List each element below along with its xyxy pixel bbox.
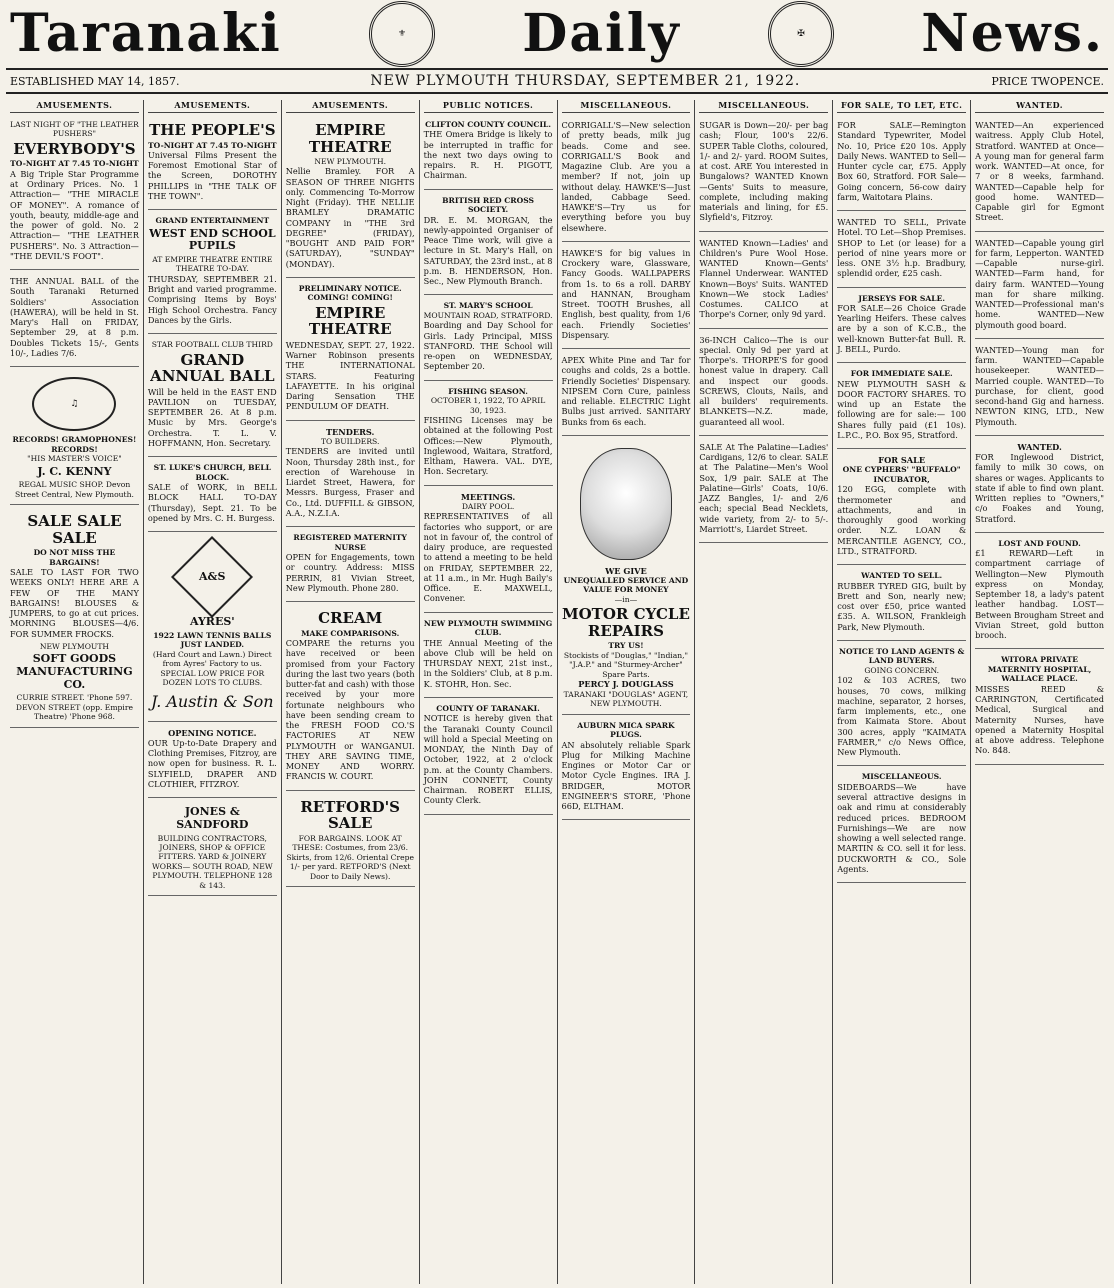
ad-title: WANTED TO SELL. (861, 571, 943, 581)
ad-title: WE GIVE (605, 565, 647, 576)
ad-body: A Big Triple Star Programme at Ordinary Prices. No. 1 Attraction— "THE MIRACLE OF MONEY". A romance of youth, beauty, middle-age and the power of gold. No. 2 Attraction— "THE LEATHER PUSHERS". No. 3 Attraction— "THE DEVIL'S FOOT". (10, 168, 139, 261)
classified-text: 36-INCH Calico—The is our special. Only 9d per yard at Thorpe's. THORPE'S for good honest value in drapery. Call and inspect our goods. SCREWS, Clouts, Nails, and all builders' requirements. BLANKETS—N.Z. made, guaranteed all wool. (699, 334, 829, 427)
misc-block-3 (562, 352, 691, 436)
ad-records: RECORDS! GRAMOPHONES! RECORDS! (12, 435, 137, 454)
retfords-ad (286, 794, 415, 887)
cream-ad (286, 605, 415, 790)
ad-body: MISSES REED & CARRINGTON, Certificated Medical, Surgical and Maternity Nurses, have opened a Maternity Hospital at above address. Telephone No. 848. (975, 683, 1104, 756)
columns (6, 100, 1108, 1284)
ad-sub: DO NOT MISS THE BARGAINS! (33, 548, 116, 567)
column-8 (971, 100, 1108, 1284)
ad-title: NOTICE TO LAND AGENTS & LAND BUYERS. (839, 646, 965, 666)
issue-date: NEW PLYMOUTH THURSDAY, SEPTEMBER 21, 1922. (370, 73, 801, 89)
notice-title: COUNTY OF TARANAKI. (436, 703, 540, 713)
column-heading: MISCELLANEOUS. (699, 100, 828, 113)
jones-sandford-ad (148, 801, 277, 896)
jerseys-ad (837, 291, 966, 364)
tenders-ad (286, 424, 415, 527)
motor-cycle-ad (562, 439, 691, 715)
misc-block-7 (699, 439, 828, 543)
misc-block-5 (699, 235, 828, 329)
his-masters-voice-ad (10, 370, 139, 505)
notice-body: DR. E. M. MORGAN, the newly-appointed Organiser of Peace Time work, will give a lecture in St. Mary's Hall, on SATURDAY, the 23rd inst., at 8 p.m. B. HENDERSON, Hon. Sec., New Plymouth Branch. (423, 214, 553, 287)
column-heading: AMUSEMENTS. (10, 100, 139, 113)
misc-block-1 (562, 117, 691, 242)
classified-text: WANTED—An experienced waitress. Apply Club Hotel, Stratford. WANTED at Once—A young man for general farm work. WANTED—At once, for 7 or 8 weeks, farmhand. WANTED—Capable help for good home. WANTED—Capable girl for Egmont Street. (975, 120, 1104, 223)
spark-plugs-ad (562, 718, 691, 821)
notice-body: REPRESENTATIVES of all factories who support, or are not in favour of, the control of dairy produce, are requested to attend a meeting to be held on FRIDAY, SEPTEMBER 22, at 11 a.m., in Mr. Hugh Baily's Office. E. MAXWELL, Convener. (423, 511, 553, 604)
ad-name: J. C. KENNY (37, 464, 112, 478)
ad-place: NEW PLYMOUTH (39, 641, 110, 651)
crest-icon: ⚜ (369, 1, 435, 67)
ad-title: EMPIRE THEATRE (308, 121, 392, 156)
misc-block-2 (562, 245, 691, 349)
ad-body: COMPARE the returns you have received or been promised from your Factory during the last two years (both butter-fat and cash) with those received by your more fortunate neighbours who have been sending cream to the FRESH FOOD CO.'S FACTORIES AT NEW PLYMOUTH or WANGANUI. THEY ARE SAVING TIME, MONEY AND WORRY. FRANCIS W. COURT. (285, 638, 415, 782)
ad-body: SIDEBOARDS—We have several attractive designs in oak and rimu at considerably reduced prices. BEDROOM Furnishings—We are now showing a well selected range. MARTIN & CO. sell it for less. DUCKWORTH & CO., Sole Agents. (837, 781, 967, 874)
notice-body: FISHING Licenses may be obtained at the following Post Offices:—New Plymouth, Inglewood, Waitara, Stratford, Eltham, Hawera. VAL. DYE, Hon. Secretary. (423, 415, 553, 477)
notice-sub: OCTOBER 1, 1922, TO APRIL 30, 1923. (430, 396, 546, 415)
ad-title: OPENING NOTICE. (168, 727, 257, 738)
ayres-logo-icon (171, 536, 253, 618)
logo-text: A&S (199, 570, 226, 584)
column-3 (282, 100, 420, 1284)
ad-body: FOR BARGAINS. LOOK AT THESE: Costumes, from 23/6. Skirts, from 12/6. Oriental Crepe 1/- per yard. RETFORD'S (Next Door to Daily News). (286, 833, 414, 881)
ad-address: REGAL MUSIC SHOP. Devon Street Central, New Plymouth. (14, 480, 134, 499)
notice-body: Boarding and Day School for Girls. Lady Principal, MISS STANFORD. THE School will re-open on WEDNESDAY, September 20. (423, 320, 553, 372)
ad-body: FOR Inglewood District, family to milk 30 cows, on shares or wages. Applicants to state if able to find own plant. Written replies to "Owners," c/o Foakes and Young, Stratford. (975, 452, 1104, 524)
notice-body: THE Annual Meeting of the above Club will be held on THURSDAY NEXT, 21st inst., in the Soldiers' Club, at 8 p.m. K. STOHR, Hon. Sec. (423, 637, 553, 689)
column-heading: FOR SALE, TO LET, ETC. (837, 100, 966, 113)
masthead-middle: Daily (522, 3, 681, 64)
crest-icon-right: ✠ (768, 1, 834, 67)
ad-sub: TO-NIGHT AT 7.45 TO-NIGHT (10, 159, 139, 169)
ad-body: Stockists of "Douglas," "Indian," "J.A.P." and "Sturmey-Archer" Spare Parts. (563, 650, 689, 679)
empire-theatre-ad (286, 117, 415, 278)
ad-sub: NEW PLYMOUTH. (314, 157, 386, 166)
column-heading: WANTED. (975, 100, 1104, 113)
wanted-block-3 (975, 342, 1104, 436)
ad-title: WITORA PRIVATE MATERNITY HOSPITAL, WALLACE PLACE. (987, 655, 1092, 684)
ad-in: —in— (614, 594, 638, 604)
ad-title: JONES & SANDFORD (176, 805, 249, 831)
for-sale-block-2 (837, 214, 966, 288)
swimming-club-notice (424, 616, 553, 698)
ad-body: THURSDAY, SEPTEMBER 21. Bright and varied programme. Comprising Items by Boys' High School Orchestra. Fancy Dances by the Girls. (147, 273, 277, 325)
notice-title: ST. MARY'S SCHOOL (443, 301, 533, 311)
notice-title: NEW PLYMOUTH SWIMMING CLUB. (423, 618, 553, 638)
column-7 (833, 100, 971, 1284)
ad-title: REGISTERED MATERNITY NURSE (293, 533, 407, 552)
ad-address: TARANAKI "DOUGLAS" AGENT, NEW PLYMOUTH. (563, 689, 689, 709)
column-heading: PUBLIC NOTICES. (424, 100, 553, 113)
ad-body: Will be held in the EAST END PAVILION on TUESDAY, SEPTEMBER 26. At 8 p.m. Music by Mrs. George's Orchestra. T. L. V. HOFFMANN, Hon. Secretary. (147, 386, 277, 448)
land-agents-ad (837, 644, 966, 766)
county-notice (424, 701, 553, 815)
ad-body: RUBBER TYRED GIG, built by Brett and Son, nearly new; cost over £50, price wanted £35. A. WILSON, Frankleigh Park, New Plymouth. (837, 580, 967, 632)
classified-text: HAWKE'S for big values in Crockery ware, Glassware, Fancy Goods. WALLPAPERS from 1s. to 6s a roll. DARBY and HANNAN, Brougham Street. TOOTH Brushes, all English, best quality, from 1/6 each. Friendly Societies' Dispensary. (561, 247, 691, 340)
ad-sub: ONE CYPHERS' "BUFFALO" INCUBATOR, (842, 465, 961, 484)
ad-address: CURRIE STREET. 'Phone 597. DEVON STREET (opp. Empire Theatre) 'Phone 968. (15, 693, 133, 722)
ad-top: GRAND ENTERTAINMENT (155, 216, 270, 226)
ad-title: RETFORD'S SALE (300, 797, 401, 833)
signature: J. Austin & Son (151, 691, 274, 711)
column-heading: MISCELLANEOUS. (562, 100, 691, 113)
sale-ad (10, 508, 139, 728)
ad-body: SALE TO LAST FOR TWO WEEKS ONLY! HERE ARE A FEW OF THE MANY BARGAINS! BLOUSES & JUMPERS, to go at cut prices. MORNING BLOUSES—4/6. FOR SUMMER FROCKS. (10, 567, 139, 639)
notice-sub: MOUNTAIN ROAD, STRATFORD. (423, 310, 553, 320)
misc-block-6 (699, 332, 828, 436)
ad-body: AN absolutely reliable Spark Plug for Milking Machine Engines or Motor Car or Motor Cycle Engines. IRA J. BRIDGER, MOTOR ENGINEER'S STORE, 'Phone 66D, ELTHAM. (561, 739, 691, 812)
maternity-hospital-ad (975, 652, 1104, 764)
ad-title: SALE SALE SALE (27, 512, 122, 547)
misc-block-4 (699, 117, 828, 232)
ad-body: TENDERS are invited until Noon, Thursday 28th inst., for erection of Warehouse in Liardet Street, Hawera, for Messrs. Burgess, Fraser and Co., Ltd. DUFFILL & GIBSON, A.A., N.Z.I.A. (285, 446, 415, 518)
established-date: ESTABLISHED MAY 14, 1857. (10, 74, 180, 88)
ad-title: FOR IMMEDIATE SALE. (850, 369, 953, 379)
wanted-inglewood-ad (975, 439, 1104, 533)
classified-text: WANTED TO SELL, Private Hotel. TO Let—Shop Premises. SHOP to Let (or lease) for a period of nine years more or less. ONE 3½ h.p. Bradbury, splendid order, £25 cash. (837, 217, 967, 279)
notice-title: FISHING SEASON. (448, 386, 528, 396)
column-6 (695, 100, 833, 1284)
empire-preliminary-ad (286, 281, 415, 421)
notice-title: CLIFTON COUNTY COUNCIL. (425, 120, 552, 129)
notice-title: MEETINGS. (460, 491, 516, 502)
classified-text: WANTED Known—Ladies' and Children's Pure Wool Hose. WANTED Known—Gents' Flannel Underwear. WANTED Known—Boys' Suits. WANTED Known—We stock Ladies' Costumes. CALICO at Thorpe's Corner, only 9d yard. (699, 237, 829, 320)
ad-top: STAR FOOTBALL CLUB THIRD (151, 340, 273, 350)
ad-sub: 1922 LAWN TENNIS BALLS JUST LANDED. (153, 630, 272, 650)
misc-sale-ad (837, 769, 966, 883)
ad-body: 120 EGG, complete with thermometer and attachments, and in thoroughly good working order. N.Z. LOAN & MERCANTILE AGENCY, CO., LTD., STRATFORD. (837, 484, 967, 556)
dog-gramophone-icon: ♫ (32, 377, 116, 431)
annual-ball-ad (10, 273, 139, 367)
ad-title: LOST AND FOUND. (998, 538, 1081, 548)
ad-sub: UNEQUALLED SERVICE AND VALUE FOR MONEY (563, 576, 689, 595)
ad-sub: TO BUILDERS. (320, 436, 380, 446)
meetings-notice (424, 489, 553, 613)
ad-title: MISCELLANEOUS. (861, 772, 942, 782)
column-5 (558, 100, 696, 1284)
ad-body: OPEN for Engagements, town or country. Address: MISS PERRIN, 81 Vivian Street, New Plymouth. Phone 280. (285, 552, 415, 593)
grand-ball-ad (148, 337, 277, 457)
red-cross-notice (424, 193, 553, 296)
ad-title: FOR SALE (878, 455, 926, 466)
ad-body: SALE of WORK, in BELL BLOCK HALL TO-DAY (Thursday), Sept. 21. To be opened by Mrs. C. H. Burgess. (147, 482, 277, 523)
classified-text: WANTED—Capable young girl for farm, Lepperton. WANTED—Capable nurse-girl. WANTED—Farm hand, for dairy farm. WANTED—Young man for share milking. WANTED—Professional man's home. WANTED—New plymouth good board. (975, 237, 1104, 330)
ad-body: BUILDING CONTRACTORS, JOINERS, SHOP & OFFICE FITTERS. YARD & JOINERY WORKS— SOUTH ROAD, NEW PLYMOUTH. TELEPHONE 128 & 143. (152, 833, 273, 890)
classified-text: APEX White Pine and Tar for coughs and colds, 2s a bottle. Friendly Societies' Dispensary. NIPSEM Corn Cure, painless and reliable. ELECTRIC Light Bulbs just arrived. SANITARY Bunks from 6s each. (561, 355, 691, 427)
notice-sub: DAIRY POOL. (461, 501, 515, 511)
ad-title: ST. LUKE'S CHURCH, BELL BLOCK. (153, 463, 271, 482)
ad-title: GRAND ANNUAL BALL (150, 350, 275, 386)
column-heading: AMUSEMENTS. (148, 100, 277, 113)
st-lukes-ad (148, 460, 277, 532)
ad-body: (Hard Court and Lawn.) Direct from Ayres' Factory to us. SPECIAL LOW PRICE FOR DOZEN LOTS TO CLUBS. (152, 649, 272, 688)
everybodys-ad (10, 117, 139, 270)
ad-name: PERCY J. DOUGLASS (578, 679, 674, 690)
clifton-notice (424, 117, 553, 190)
fishing-notice (424, 384, 553, 486)
notice-body: THE Omera Bridge is likely to be interrupted in traffic for the next two days owing to repairs. R. H. PIGOTT, Chairman. (423, 129, 553, 181)
ad-sub: GOING CONCERN. (864, 665, 940, 675)
ad-body: £1 REWARD—Left in compartment carriage of Wellington—New Plymouth express on Monday, September 18, a lady's patent leather handbag. LOST—Between Brougham Street and Vivian Street, gold button brooch. (975, 548, 1104, 641)
peoples-ad (148, 117, 277, 210)
classified-text: WANTED—Young man for farm. WANTED—Capable housekeeper. WANTED—Married couple. WANTED—To purchase, for client, good second-hand Gig and harness. NEWTON KING, LTD., New Plymouth. (975, 344, 1104, 427)
lost-found-ad (975, 536, 1104, 650)
man-portrait-icon (580, 448, 672, 560)
classified-text: CORRIGALL'S—New selection of pretty beads, milk jug beads. Come and see. CORRIGALL'S Book and Magazine Club. Are you a member? If not, join up without delay. HAWKE'S—Just landed, Cabbage Seed. HAWKE'S—Try us for everything before you buy elsewhere. (561, 120, 691, 233)
st-marys-notice (424, 298, 553, 380)
ad-title: WEST END SCHOOL PUPILS (149, 226, 276, 253)
ad-voice: "HIS MASTER'S VOICE" (27, 454, 122, 464)
wanted-block-1 (975, 117, 1104, 232)
ad-try: TRY US! (608, 641, 644, 651)
ad-title: AYRES' (189, 615, 235, 629)
masthead-right: News. (921, 3, 1104, 64)
classified-text: SALE At The Palatine—Ladies' Cardigans, 12/6 to clear. SALE at The Palatine—Men's Wool Sox, 1/9 pair. SALE at The Palatine—Girls' Coats, 10/6. JAZZ Bangles, 1/- and 2/6 each; special Bead Necklets, wide variety, from 2/- to 5/-. Marriott's, Liardet Street. (699, 441, 829, 534)
ad-sub: TO-NIGHT AT 7.45 TO-NIGHT (148, 140, 277, 150)
west-end-ad (148, 213, 277, 334)
column-1 (6, 100, 144, 1284)
wanted-to-sell-ad (837, 568, 966, 641)
ad-body: FOR SALE—26 Choice Grade Yearling Heifers. These calves are by a son of K.C.B., the well-known Butter-fat Bull. R. J. BELL, Purdo. (837, 302, 967, 354)
column-heading: AMUSEMENTS. (286, 100, 415, 113)
ad-title: JERSEYS FOR SALE. (858, 293, 945, 303)
wanted-block-2 (975, 235, 1104, 339)
ad-body: WEDNESDAY, SEPT. 27, 1922. Warner Robinson presents THE INTERNATIONAL STARS. Featuring LAFAYETTE. In his original Daring Sensation THE PENDULUM OF DEATH. (285, 339, 415, 412)
classified-text: FOR SALE—Remington Standard Typewriter, Model No. 10, Price £20 10s. Apply Daily News. WANTED to Sell—Hunter cycle car, £75. Apply Box 60, Stratford. FOR Sale—Going concern, 56-cow dairy farm, Waitotara Plains. (837, 120, 967, 202)
dateline (6, 68, 1108, 94)
ad-body: 102 & 103 ACRES, two houses, 70 cows, milking machine, separator, 2 horses, farm implements, etc., one from Kaimata Store. About 300 acres, apply "KAIMATA FARMER," c/o News Office, New Plymouth. (837, 675, 967, 758)
opening-notice-ad (148, 725, 277, 799)
ad-sub: AT EMPIRE THEATRE ENTIRE THEATRE TO-DAY. (152, 255, 273, 274)
ad-title: EMPIRE THEATRE (308, 303, 392, 339)
ad-title: AUBURN MICA SPARK PLUGS. (577, 720, 675, 740)
for-sale-block-1 (837, 117, 966, 211)
ad-title: THE PEOPLE'S (149, 121, 276, 139)
ayres-ad (148, 535, 277, 722)
column-2 (144, 100, 282, 1284)
ad-body: OUR Up-to-Date Drapery and Clothing Premises, Fitzroy, are now open for business. R. L. SLYFIELD, DRAPER AND CLOTHIER, FITZROY. (147, 737, 277, 789)
ad-body: Nellie Bramley. FOR A SEASON OF THREE NIGHTS only. Commencing To-Morrow Night (Friday). THE NELLIE BRAMLEY DRAMATIC COMPANY in "THE 3rd DEGREE" (FRIDAY), "BOUGHT AND PAID FOR" (SATURDAY), "SUNDAY" (MONDAY). (285, 166, 415, 269)
immediate-sale-ad (837, 366, 966, 449)
maternity-nurse-ad (286, 530, 415, 602)
ad-company: SOFT GOODS MANUFACTURING CO. (16, 652, 133, 691)
ad-body: NEW PLYMOUTH SASH & DOOR FACTORY SHARES. TO wind up an Estate the following are for sale:— 100 Shares fully paid (£1 10s). L.P.C., P.O. Box 95, Stratford. (837, 378, 967, 440)
ad-title: WANTED. (1017, 441, 1062, 452)
classified-text: SUGAR is Down—20/- per bag cash; Flour, 100's 22/6. SUPER Table Cloths, coloured, 1/- and 2/- yard. ROOM Suites, at cost. ARE You interested in Bungalows? WANTED Known—Gents' Suits to measure, complete, including making materials and lining, for £5. Slyfield's, Fitzroy. (699, 120, 829, 223)
notice-title: BRITISH RED CROSS SOCIETY. (442, 195, 534, 215)
ad-top: LAST NIGHT OF "THE LEATHER PUSHERS" (10, 120, 139, 139)
masthead (0, 0, 1114, 68)
ad-body: THE ANNUAL BALL of the South Taranaki Returned Soldiers' Association (HAWERA), will be held in St. Mary's Hall on FRIDAY, September 29, at 8 p.m. Doubles Tickets 15/-, Gents 10/-, Ladies 7/6. (10, 276, 139, 358)
column-4 (420, 100, 558, 1284)
ad-title: CREAM (318, 609, 383, 628)
price: PRICE TWOPENCE. (991, 74, 1104, 88)
ad-body: Universal Films Present the Foremost Emotional Star of the Screen, DOROTHY PHILLIPS in "THE TALK OF THE TOWN". (147, 149, 277, 201)
ad-title: TENDERS. (325, 426, 375, 437)
incubator-ad (837, 452, 966, 565)
masthead-left: Taranaki (10, 3, 282, 64)
ad-headline: MOTOR CYCLE REPAIRS (561, 605, 690, 640)
ad-title: EVERYBODY'S (13, 139, 136, 158)
ad-sub: MAKE COMPARISONS. (301, 628, 400, 638)
ad-top: PRELIMINARY NOTICE. COMING! COMING! (298, 283, 402, 303)
notice-body: NOTICE is hereby given that the Taranaki County Council will hold a Special Meeting on MONDAY, the Ninth Day of October, 1922, at 2 o'clock p.m. at the County Chambers. JOHN CONNETT, County Chairman. ROBERT ELLIS, County Clerk. (423, 713, 553, 806)
